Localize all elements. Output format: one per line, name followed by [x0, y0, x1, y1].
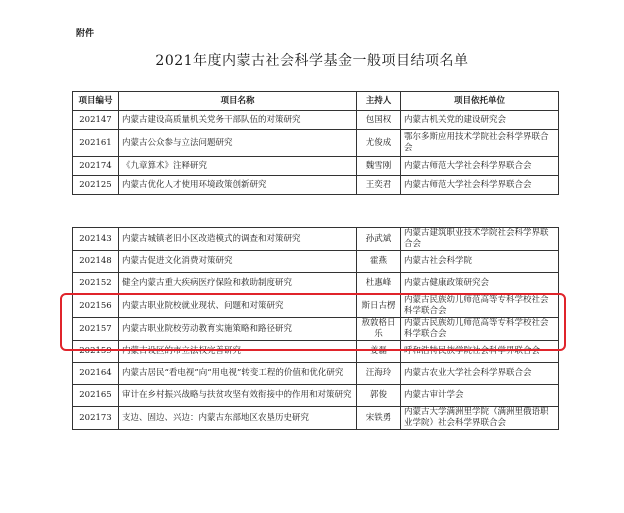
cell-host: 姜磊	[357, 341, 401, 363]
cell-host: 魏雪刚	[357, 157, 401, 176]
cell-name: 内蒙古职业院校劳动教育实施策略和路径研究	[119, 318, 357, 341]
cell-name: 健全内蒙古重大疾病医疗保险和救助制度研究	[119, 273, 357, 295]
cell-unit: 内蒙古审计学会	[401, 385, 559, 407]
header-name: 项目名称	[119, 92, 357, 111]
cell-code: 202147	[73, 111, 119, 130]
table-row	[73, 111, 559, 130]
cell-host: 郭俊	[357, 385, 401, 407]
table-row	[73, 157, 559, 176]
cell-code: 202174	[73, 157, 119, 176]
cell-name: 《九章算术》注释研究	[119, 157, 357, 176]
cell-name: 支边、固边、兴边：内蒙古东部地区农垦历史研究	[119, 407, 357, 430]
cell-host: 汪海玲	[357, 363, 401, 385]
cell-host: 王奕君	[357, 176, 401, 195]
cell-code: 202165	[73, 385, 119, 407]
cell-unit: 内蒙古民族幼儿师范高等专科学校社会科学联合会	[401, 318, 559, 341]
cell-code: 202156	[73, 295, 119, 318]
header-unit: 项目依托单位	[401, 92, 559, 111]
attachment-label: 附件	[76, 29, 95, 39]
table-row	[73, 295, 559, 318]
cell-unit: 内蒙古师范大学社会科学界联合会	[401, 157, 559, 176]
cell-name: 内蒙古建设高质量机关党务干部队伍的对策研究	[119, 111, 357, 130]
page-title: 2021年度内蒙古社会科学基金一般项目结项名单	[155, 53, 469, 69]
cell-unit: 内蒙古健康政策研究会	[401, 273, 559, 295]
cell-name: 内蒙古城镇老旧小区改造模式的调查和对策研究	[119, 228, 357, 251]
cell-unit: 内蒙古师范大学社会科学界联合会	[401, 176, 559, 195]
cell-unit: 鄂尔多斯应用技术学院社会科学界联合会	[401, 130, 559, 157]
cell-unit: 内蒙古民族幼儿师范高等专科学校社会科学联合会	[401, 295, 559, 318]
table-row	[73, 251, 559, 273]
cell-host: 斯日古楞	[357, 295, 401, 318]
table-row	[73, 318, 559, 341]
cell-code: 202143	[73, 228, 119, 251]
cell-name: 内蒙古公众参与立法问题研究	[119, 130, 357, 157]
table-row	[73, 341, 559, 363]
cell-unit: 内蒙古农业大学社会科学界联合会	[401, 363, 559, 385]
table-row	[73, 385, 559, 407]
cell-name: 内蒙古优化人才使用环境政策创新研究	[119, 176, 357, 195]
cell-host: 尤俊成	[357, 130, 401, 157]
cell-unit: 内蒙古机关党的建设研究会	[401, 111, 559, 130]
table-row	[73, 407, 559, 430]
cell-host: 霍燕	[357, 251, 401, 273]
cell-name: 内蒙古设区的市立法权完善研究	[119, 341, 357, 363]
table-header-row	[73, 92, 559, 111]
header-code: 项目编号	[73, 92, 119, 111]
cell-code: 202157	[73, 318, 119, 341]
table-row	[73, 363, 559, 385]
table-row	[73, 273, 559, 295]
table-row	[73, 176, 559, 195]
cell-unit: 内蒙古大学满洲里学院（满洲里俄语职业学院）社会科学界联合会	[401, 407, 559, 430]
cell-unit: 呼和浩特民族学院社会科学界联合会	[401, 341, 559, 363]
cell-host: 杜惠峰	[357, 273, 401, 295]
cell-code: 202161	[73, 130, 119, 157]
cell-name: 内蒙古促进文化消费对策研究	[119, 251, 357, 273]
cell-host: 敖敦格日乐	[357, 318, 401, 341]
cell-unit: 内蒙古建筑职业技术学院社会科学界联合会	[401, 228, 559, 251]
cell-name: 内蒙古职业院校就业现状、问题和对策研究	[119, 295, 357, 318]
cell-unit: 内蒙古社会科学院	[401, 251, 559, 273]
cell-code: 202148	[73, 251, 119, 273]
cell-host: 包国权	[357, 111, 401, 130]
header-host: 主持人	[357, 92, 401, 111]
table-row	[73, 228, 559, 251]
cell-code: 202173	[73, 407, 119, 430]
cell-host: 孙武斌	[357, 228, 401, 251]
cell-name: 审计在乡村振兴战略与扶贫攻坚有效衔接中的作用和对策研究	[119, 385, 357, 407]
cell-code: 202152	[73, 273, 119, 295]
cell-code: 202125	[73, 176, 119, 195]
cell-host: 宋铁勇	[357, 407, 401, 430]
projects-table-top	[72, 91, 559, 195]
cell-name: 内蒙古居民“看电视”向“用电视”转变工程的价值和优化研究	[119, 363, 357, 385]
table-row	[73, 130, 559, 157]
projects-table-bottom	[72, 227, 559, 430]
cell-code: 202164	[73, 363, 119, 385]
cell-code: 202159	[73, 341, 119, 363]
